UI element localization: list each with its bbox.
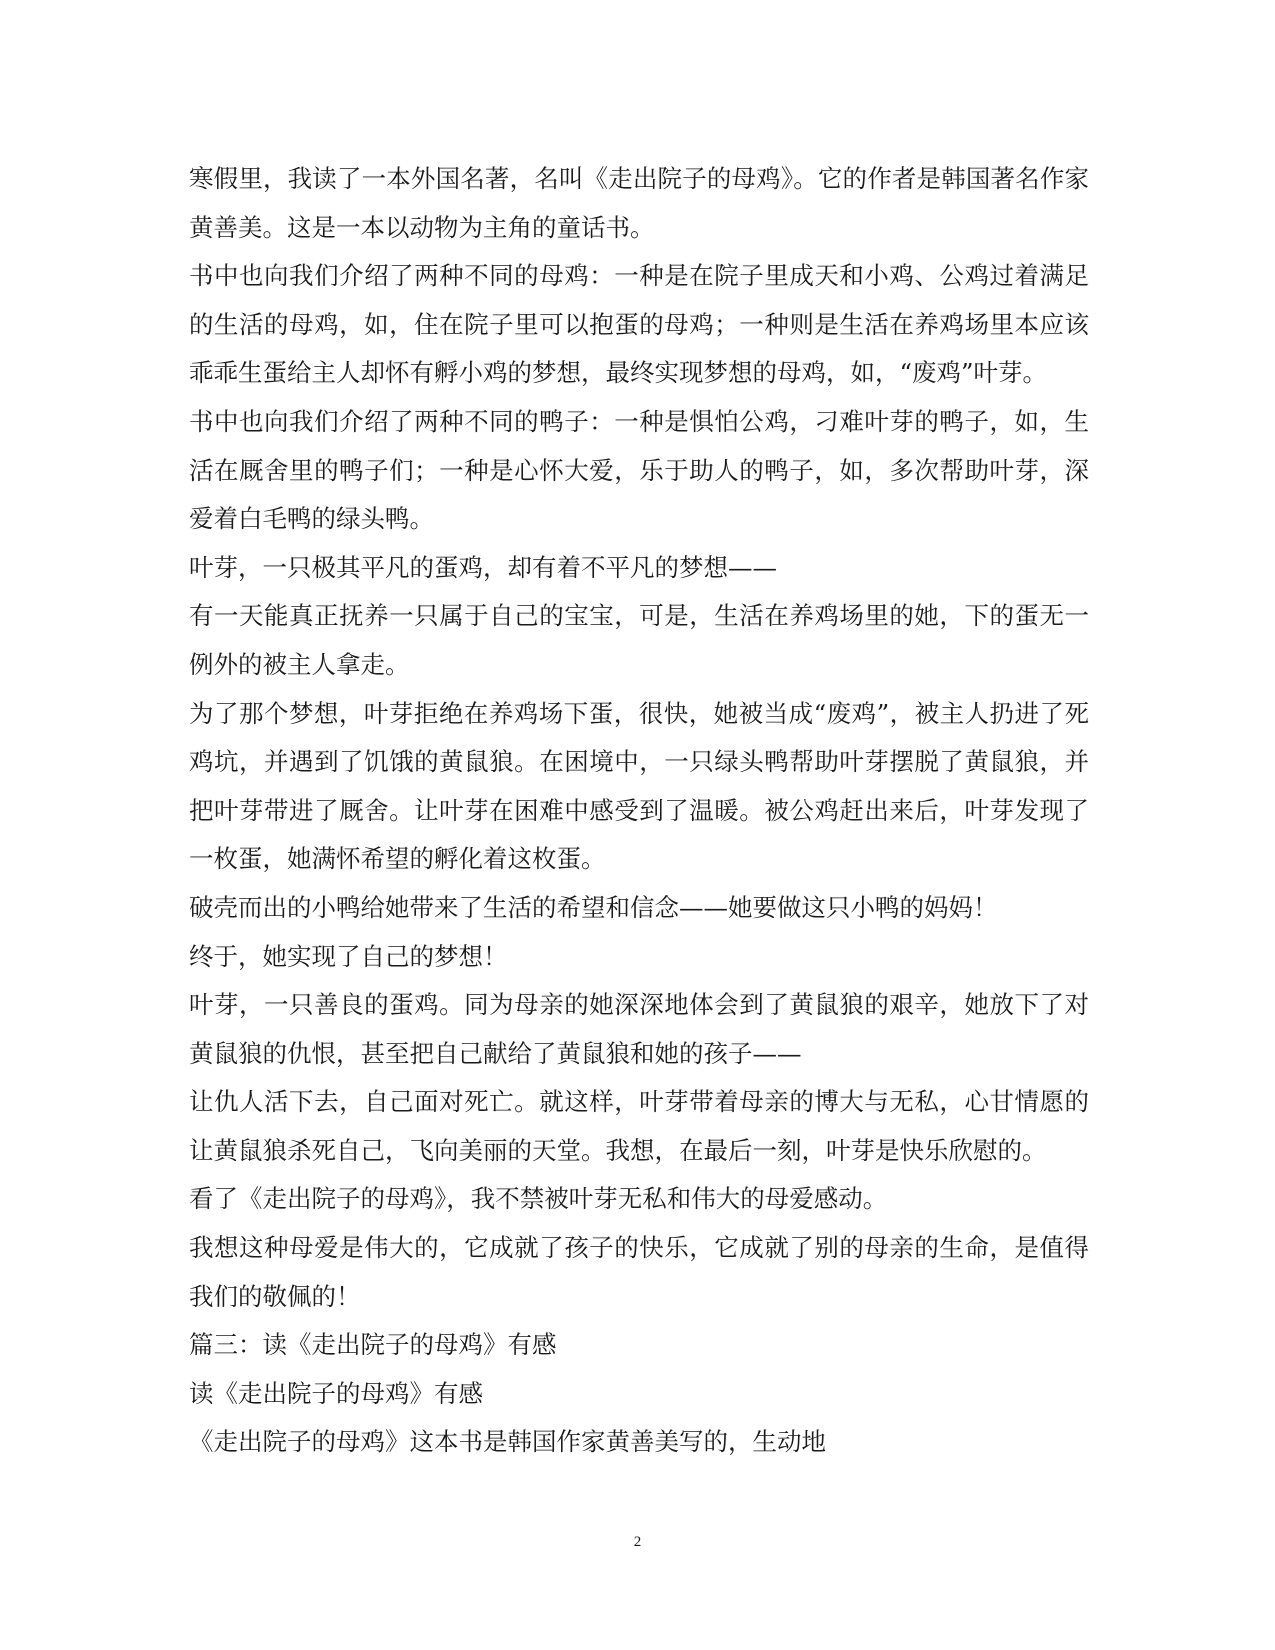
paragraph: 书中也向我们介绍了两种不同的母鸡：一种是在院子里成天和小鸡、公鸡过着满足的生活的母鸡，如，住在院子里可以抱蛋的母鸡；一种则是生活在养鸡场里本应该乖乖生蛋给主人却怀有孵小鸡的梦想，最终实现梦想的母鸡，如，“废鸡”叶芽。 <box>189 261 1089 388</box>
paragraph: 为了那个梦想，叶芽拒绝在养鸡场下蛋，很快，她被当成“废鸡”，被主人扔进了死鸡坑，并遇到了饥饿的黄鼠狼。在困境中，一只绿头鸭帮助叶芽摆脱了黄鼠狼，并把叶芽带进了厩舍。让叶芽在困难中感受到了温暖。被公鸡赶出来后，叶芽发现了一枚蛋，她满怀希望的孵化着这枚蛋。 <box>189 698 1089 874</box>
section-heading: 篇三：读《走出院子的母鸡》有感 <box>189 1330 557 1360</box>
body-text <box>189 155 1089 1467</box>
page-number: 2 <box>633 1534 642 1550</box>
article-title: 读《走出院子的母鸡》有感 <box>189 1378 483 1408</box>
paragraph: 让仇人活下去，自己面对死亡。就这样，叶芽带着母亲的博大与无私，心甘情愿的让黄鼠狼杀死自己，飞向美丽的天堂。我想，在最后一刻，叶芽是快乐欣慰的。 <box>189 1087 1089 1165</box>
paragraph: 破壳而出的小鸭给她带来了生活的希望和信念——她要做这只小鸭的妈妈！ <box>189 892 998 922</box>
paragraph: 《走出院子的母鸡》这本书是韩国作家黄善美写的，生动地 <box>189 1427 826 1457</box>
paragraph: 寒假里，我读了一本外国名著，名叫《走出院子的母鸡》。它的作者是韩国著名作家黄善美。这是一本以动物为主角的童话书。 <box>189 164 1089 242</box>
paragraph: 终于，她实现了自己的梦想！ <box>189 941 508 971</box>
paragraph: 书中也向我们介绍了两种不同的鸭子：一种是惧怕公鸡，刁难叶芽的鸭子，如，生活在厩舍里的鸭子们；一种是心怀大爱，乐于助人的鸭子，如，多次帮助叶芽，深爱着白毛鸭的绿头鸭。 <box>189 406 1089 534</box>
paragraph: 叶芽，一只善良的蛋鸡。同为母亲的她深深地体会到了黄鼠狼的艰辛，她放下了对黄鼠狼的仇恨，甚至把自己献给了黄鼠狼和她的孩子—— <box>189 990 1089 1068</box>
paragraph: 叶芽，一只极其平凡的蛋鸡，却有着不平凡的梦想—— <box>189 552 777 582</box>
paragraph: 看了《走出院子的母鸡》，我不禁被叶芽无私和伟大的母爱感动。 <box>189 1184 888 1214</box>
paragraph: 我想这种母爱是伟大的，它成就了孩子的快乐，它成就了别的母亲的生命，是值得我们的敬佩的！ <box>189 1233 1089 1311</box>
paragraph: 有一天能真正抚养一只属于自己的宝宝，可是，生活在养鸡场里的她，下的蛋无一例外的被主人拿走。 <box>189 601 1089 679</box>
